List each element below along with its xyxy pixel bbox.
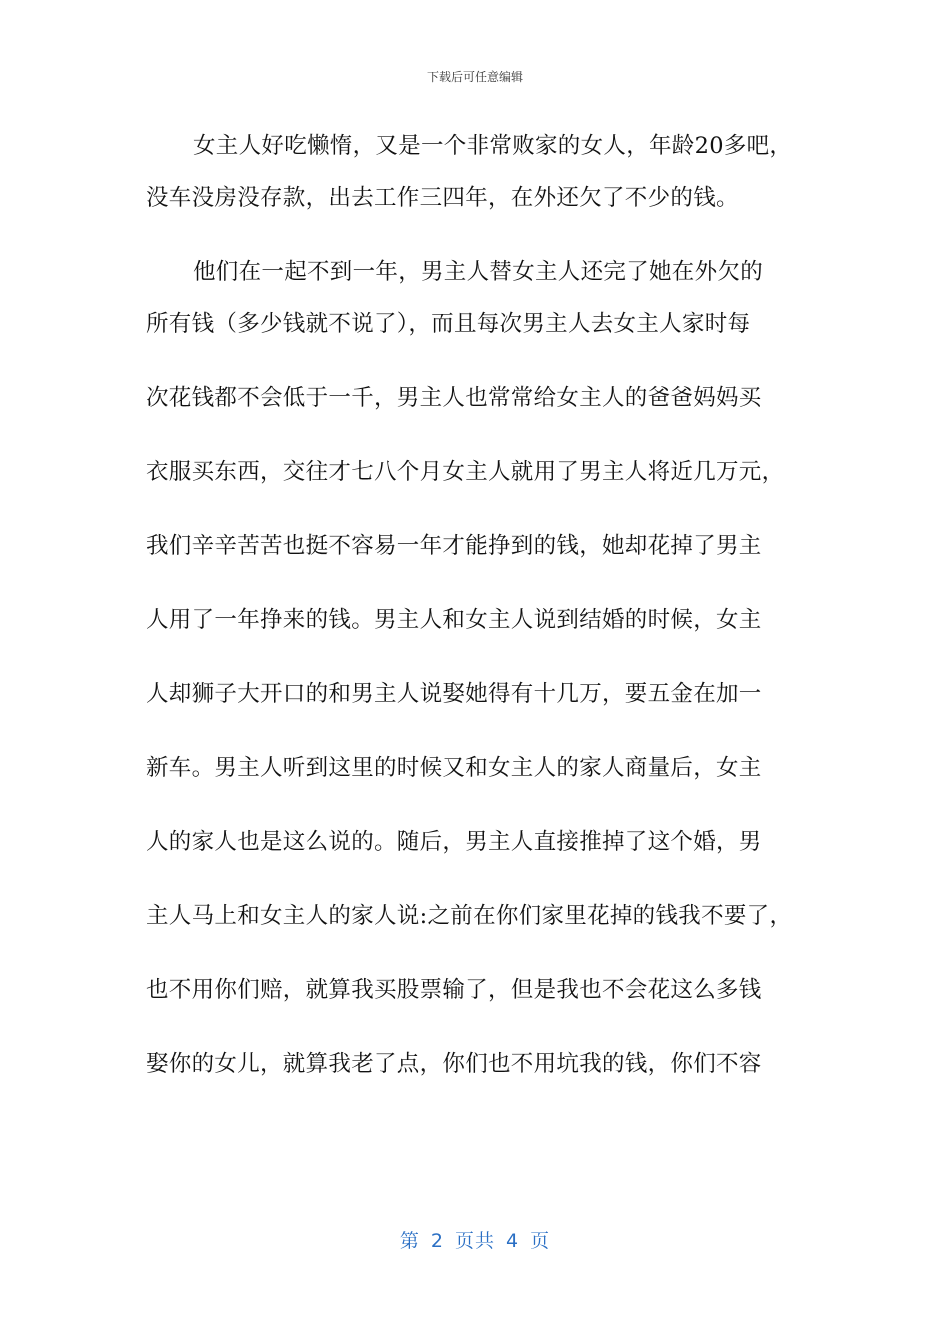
text-line: 所有钱（多少钱就不说了），而且每次男主人去女主人家时每 (146, 311, 751, 337)
text-line: 人用了一年挣来的钱。男主人和女主人说到结婚的时候，女主 (146, 607, 762, 633)
paragraph-1 (146, 120, 810, 224)
text-line: 衣服买东西，交往才七八个月女主人就用了男主人将近几万元， (146, 459, 785, 485)
document-body (146, 120, 810, 1090)
text-line: 新车。男主人听到这里的时候又和女主人的家人商量后，女主 (146, 755, 762, 781)
text-line: 我们辛辛苦苦也挺不容易一年才能挣到的钱，她却花掉了男主 (146, 533, 762, 559)
text-line: 女主人好吃懒惰，又是一个非常败家的女人，年龄20多吧， (193, 133, 793, 159)
paragraph-2 (146, 246, 810, 1090)
text-line: 主人马上和女主人的家人说:之前在你们家里花掉的钱我不要了， (146, 903, 793, 929)
text-line: 也不用你们赔，就算我买股票输了，但是我也不会花这么多钱 (146, 977, 762, 1003)
text-line: 人却狮子大开口的和男主人说娶她得有十几万，要五金在加一 (146, 681, 762, 707)
text-line: 次花钱都不会低于一千，男主人也常常给女主人的爸爸妈妈买 (146, 385, 762, 411)
text-line: 娶你的女儿，就算我老了点，你们也不用坑我的钱，你们不容 (146, 1051, 762, 1077)
text-line: 没车没房没存款，出去工作三四年，在外还欠了不少的钱。 (146, 185, 739, 211)
text-line: 他们在一起不到一年，男主人替女主人还完了她在外欠的 (193, 259, 764, 285)
page-header: 下载后可任意编辑 (426, 70, 523, 84)
text-line: 人的家人也是这么说的。随后，男主人直接推掉了这个婚，男 (146, 829, 762, 855)
page-number-footer: 第 2 页共 4 页 (399, 1230, 551, 1252)
